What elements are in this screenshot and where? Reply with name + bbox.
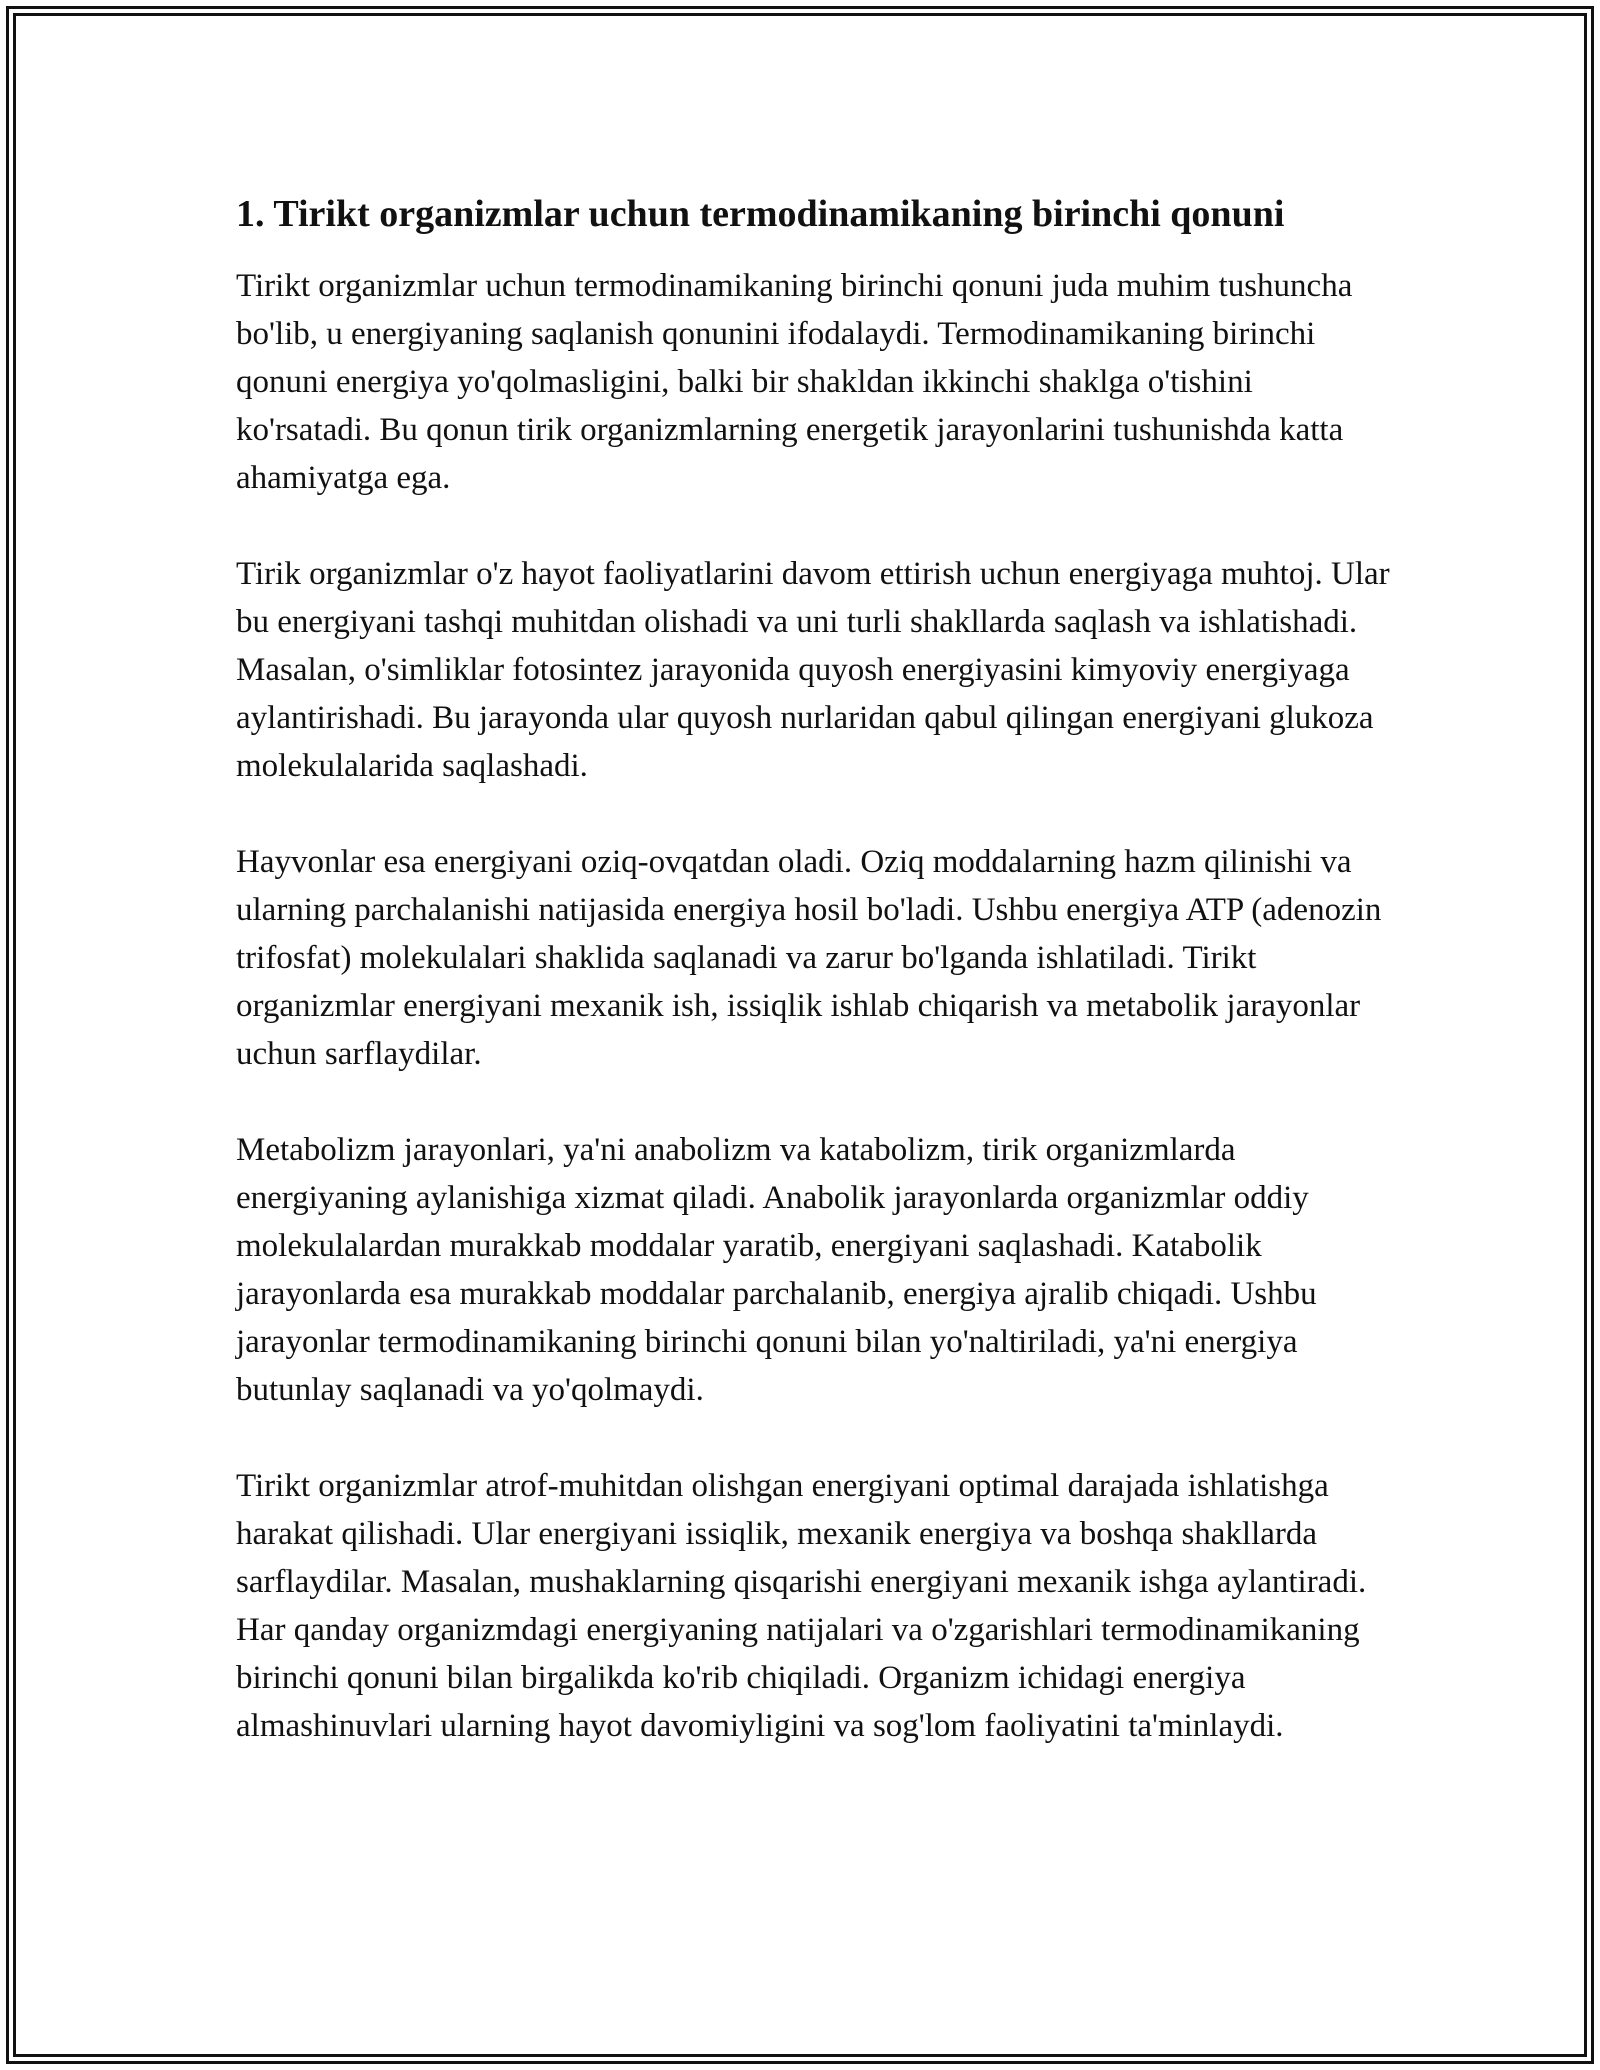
document-title: 1. Tirikt organizmlar uchun termodinamikaning birinchi qonuni: [236, 193, 1285, 235]
paragraph-4: Metabolizm jarayonlari, ya'ni anabolizm va katabolizm, tirik organizmlarda energiyaning aylanishiga xizmat qiladi. Anabolik jarayonlarda organizmlar oddiy molekulalardan murakkab moddalar yaratib, energiyani saqlashadi. Katabolik jarayonlarda esa murakkab moddalar parchalanib, energiya ajralib chiqadi. Ushbu jarayonlar termodinamikaning birinchi qonuni bilan yo'naltiriladi, ya'ni energiya butunlay saqlanadi va yo'qolmaydi.: [236, 1132, 1317, 1408]
document-body: [236, 186, 1396, 1798]
paragraph-1: Tirikt organizmlar uchun termodinamikaning birinchi qonuni juda muhim tushuncha bo'lib, u energiyaning saqlanish qonunini ifodalaydi. Termodinamikaning birinchi qonuni energiya yo'qolmasligini, balki bir shakldan ikkinchi shaklga o'tishini ko'rsatadi. Bu qonun tirik organizmlarning energetik jarayonlarini tushunishda katta ahamiyatga ega.: [236, 268, 1353, 496]
paragraph-5: Tirikt organizmlar atrof-muhitdan olishgan energiyani optimal darajada ishlatishga harakat qilishadi. Ular energiyani issiqlik, mexanik energiya va boshqa shakllarda sarflaydilar. Masalan, mushaklarning qisqarishi energiyani mexanik ishga aylantiradi. Har qanday organizmdagi energiyaning natijalari va o'zgarishlari termodinamikaning birinchi qonuni bilan birgalikda ko'rib chiqiladi. Organizm ichidagi energiya almashinuvlari ularning hayot davomiyligini va sog'lom faoliyatini ta'minlaydi.: [236, 1468, 1367, 1744]
paragraph-2: Tirik organizmlar o'z hayot faoliyatlarini davom ettirish uchun energiyaga muhtoj. Ular bu energiyani tashqi muhitdan olishadi va uni turli shakllarda saqlash va ishlatishadi. Masalan, o'simliklar fotosintez jarayonida quyosh energiyasini kimyoviy energiyaga aylantirishadi. Bu jarayonda ular quyosh nurlaridan qabul qilingan energiyani glukoza molekulalarida saqlashadi.: [236, 556, 1390, 784]
paragraph-3: Hayvonlar esa energiyani oziq-ovqatdan oladi. Oziq moddalarning hazm qilinishi va ularning parchalanishi natijasida energiya hosil bo'ladi. Ushbu energiya ATP (adenozin trifosfat) molekulalari shaklida saqlanadi va zarur bo'lganda ishlatiladi. Tirikt organizmlar energiyani mexanik ish, issiqlik ishlab chiqarish va metabolik jarayonlar uchun sarflaydilar.: [236, 844, 1382, 1072]
